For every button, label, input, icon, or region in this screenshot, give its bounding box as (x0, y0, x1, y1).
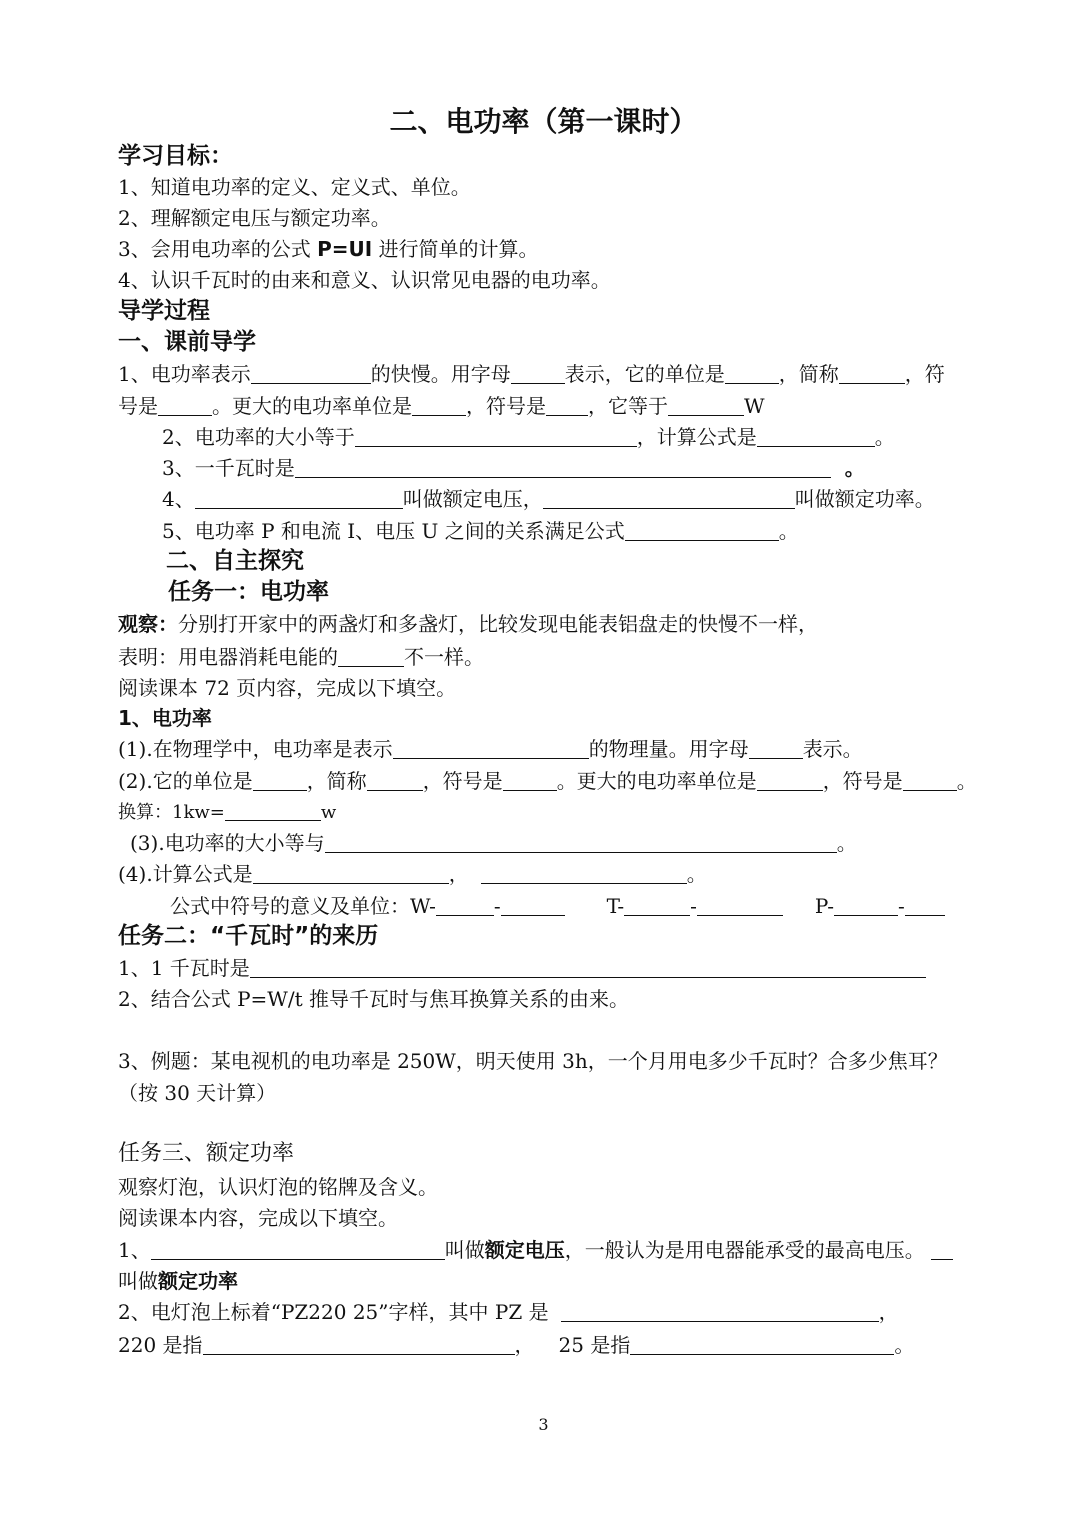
text: 220 是指 (118, 1333, 203, 1357)
fill-blank[interactable] (630, 1334, 894, 1355)
text: 公式中符号的意义及单位：W- (170, 894, 436, 918)
fill-blank[interactable] (203, 1334, 515, 1355)
text: 换算：1kw= (118, 802, 225, 823)
subheading-power: 1、电功率 (118, 706, 212, 730)
text: 表示，它的单位是 (564, 362, 725, 386)
guide-q3 (162, 455, 865, 481)
guide-q1 (118, 361, 945, 387)
task2-l3: 3、例题：某电视机的电功率是 250W，明天使用 3h，一个月用电多少千瓦时？合多少焦耳？ (118, 1049, 948, 1073)
fill-blank[interactable] (503, 770, 557, 791)
text: (3).电功率的大小等与 (130, 831, 325, 855)
task2-l2: 2、结合公式 P=W/t 推导千瓦时与焦耳换算关系的由来。 (118, 987, 629, 1011)
text: ，简称 (306, 769, 367, 793)
fill-blank[interactable] (511, 363, 565, 384)
formula: P=UI (317, 237, 373, 261)
text: - (493, 894, 501, 918)
text: 3、一千瓦时是 (162, 456, 295, 480)
fill-blank[interactable] (295, 457, 831, 478)
text: 分别打开家中的两盏灯和多盏灯，比较发现电能表铝盘走的快慢不一样， (178, 612, 818, 636)
text: 。 (686, 862, 707, 886)
text: 。 (956, 769, 977, 793)
text: 表明：用电器消耗电能的 (118, 645, 338, 669)
fill-blank[interactable] (757, 426, 875, 447)
task1-p4 (118, 861, 707, 887)
section-pre-study: 一、课前导学 (118, 329, 256, 355)
objective-3-text: 3、会用电功率的公式 (118, 237, 311, 261)
text: 叫做额定电压， (402, 487, 543, 511)
task1-heading: 任务一：电功率 (168, 579, 329, 605)
text: ， (448, 862, 469, 886)
task3-l2: 阅读课本内容，完成以下填空。 (118, 1206, 398, 1230)
fill-blank[interactable] (668, 395, 744, 416)
text: ，符号是 (422, 769, 503, 793)
fill-blank[interactable] (253, 770, 307, 791)
text: ，计算公式是 (636, 425, 757, 449)
fill-blank[interactable] (546, 395, 588, 416)
fill-blank[interactable] (725, 363, 779, 384)
fill-blank[interactable] (481, 863, 687, 884)
text: 2、电灯泡上标着“PZ220 25”字样，其中 PZ 是 (118, 1300, 549, 1324)
objective-1: 1、知道电功率的定义、定义式、单位。 (118, 175, 471, 199)
objective-4: 4、认识千瓦时的由来和意义、认识常见电器的电功率。 (118, 268, 611, 292)
guide-q5 (162, 518, 799, 544)
fill-blank[interactable] (931, 1239, 953, 1260)
text: ， (878, 1300, 899, 1324)
fill-blank[interactable] (355, 426, 637, 447)
fill-blank[interactable] (250, 957, 926, 978)
fill-blank[interactable] (839, 363, 905, 384)
text: - (898, 894, 905, 918)
text: 1、电功率表示 (118, 362, 251, 386)
text: P- (814, 894, 835, 918)
guide-heading: 导学过程 (118, 298, 210, 324)
text: (1).在物理学中，电功率是表示 (118, 737, 393, 761)
guide-q2 (162, 424, 895, 450)
observe-line (118, 611, 818, 637)
fill-blank[interactable] (624, 895, 690, 916)
text: 4、 (162, 487, 195, 511)
page-title: 二、电功率（第一课时） (389, 105, 698, 138)
guide-q4 (162, 486, 935, 512)
read-line: 阅读课本 72 页内容，完成以下填空。 (118, 676, 457, 700)
objective-2: 2、理解额定电压与额定功率。 (118, 206, 391, 230)
fill-blank[interactable] (253, 863, 449, 884)
task3-q1b (118, 1268, 238, 1294)
fill-blank[interactable] (903, 770, 957, 791)
observe-label: 观察： (118, 612, 178, 636)
task2-heading: 任务二：“千瓦时”的来历 (118, 923, 379, 949)
text: 。更大的电功率单位是 (212, 394, 412, 418)
text: 。 (874, 425, 895, 449)
text: 1、 (118, 1238, 151, 1262)
text: 的物理量。用字母 (588, 737, 749, 761)
fill-blank[interactable] (225, 800, 321, 821)
task3-q2 (118, 1299, 899, 1325)
text: 的快慢。用字母 (370, 362, 511, 386)
shows-line (118, 644, 484, 670)
guide-q1b (118, 393, 765, 419)
fill-blank[interactable] (749, 738, 803, 759)
fill-blank[interactable] (158, 395, 212, 416)
fill-blank[interactable] (393, 738, 589, 759)
text: ， (514, 1333, 535, 1357)
task2-l3b: （按 30 天计算） (118, 1081, 277, 1105)
fill-blank[interactable] (251, 363, 371, 384)
task3-heading: 任务三、额定功率 (118, 1141, 295, 1166)
text: 。 (836, 831, 857, 855)
text: - (690, 894, 697, 918)
text: ，简称 (778, 362, 839, 386)
text: 叫做额定功率。 (794, 487, 935, 511)
fill-blank[interactable] (561, 1301, 879, 1322)
text: 。 (778, 519, 799, 543)
fill-blank[interactable] (195, 488, 403, 509)
fill-blank[interactable] (905, 895, 945, 916)
fill-blank[interactable] (325, 832, 837, 853)
fill-blank[interactable] (697, 895, 783, 916)
text: W (744, 394, 765, 418)
fill-blank[interactable] (501, 895, 565, 916)
text: T- (606, 894, 625, 918)
text: 叫做 (444, 1238, 485, 1262)
text: 2、电功率的大小等于 (162, 425, 355, 449)
task3-q2b (118, 1332, 914, 1358)
fill-blank[interactable] (834, 895, 898, 916)
symbols-line (170, 893, 945, 919)
text: (4).计算公式是 (118, 862, 253, 886)
task1-p3 (130, 830, 857, 856)
text: 25 是指 (558, 1333, 631, 1357)
objective-3-tail: 进行简单的计算。 (378, 237, 539, 261)
task1-p1 (118, 736, 863, 762)
text: 表示。 (802, 737, 863, 761)
fill-blank[interactable] (625, 520, 779, 541)
fill-blank[interactable] (757, 770, 823, 791)
task3-q1 (118, 1237, 953, 1263)
page-number: 3 (538, 1415, 549, 1434)
task3-l1: 观察灯泡，认识灯泡的铭牌及含义。 (118, 1175, 438, 1199)
text: 。 (894, 1333, 915, 1357)
text: ，符号是 (822, 769, 903, 793)
section-self-study: 二、自主探究 (166, 548, 304, 574)
text: 号是 (118, 394, 158, 418)
text: 额定电压 (484, 1238, 565, 1262)
text: ，符号是 (466, 394, 546, 418)
task1-p2 (118, 768, 977, 794)
fill-blank[interactable] (436, 895, 494, 916)
text: 叫做 (118, 1269, 158, 1293)
text: (2).它的单位是 (118, 769, 253, 793)
fill-blank[interactable] (151, 1239, 445, 1260)
text: ，符 (904, 362, 945, 386)
fill-blank[interactable] (543, 488, 795, 509)
text: 1、1 千瓦时是 (118, 956, 250, 980)
objective-3 (118, 236, 539, 262)
text: ，一般认为是用电器能承受的最高电压。 (564, 1238, 925, 1262)
text: 。 (844, 456, 865, 480)
text: 。更大的电功率单位是 (556, 769, 757, 793)
task2-l1 (118, 955, 926, 981)
text: 不一样。 (404, 645, 484, 669)
text: 额定功率 (158, 1269, 238, 1293)
text: w (320, 802, 337, 823)
objectives-heading: 学习目标： (118, 143, 233, 169)
text: 5、电功率 P 和电流 I、电压 U 之间的关系满足公式 (162, 519, 625, 543)
text: ，它等于 (588, 394, 668, 418)
fill-blank[interactable] (338, 646, 404, 667)
fill-blank[interactable] (412, 395, 466, 416)
fill-blank[interactable] (367, 770, 423, 791)
conversion-line (118, 800, 336, 826)
